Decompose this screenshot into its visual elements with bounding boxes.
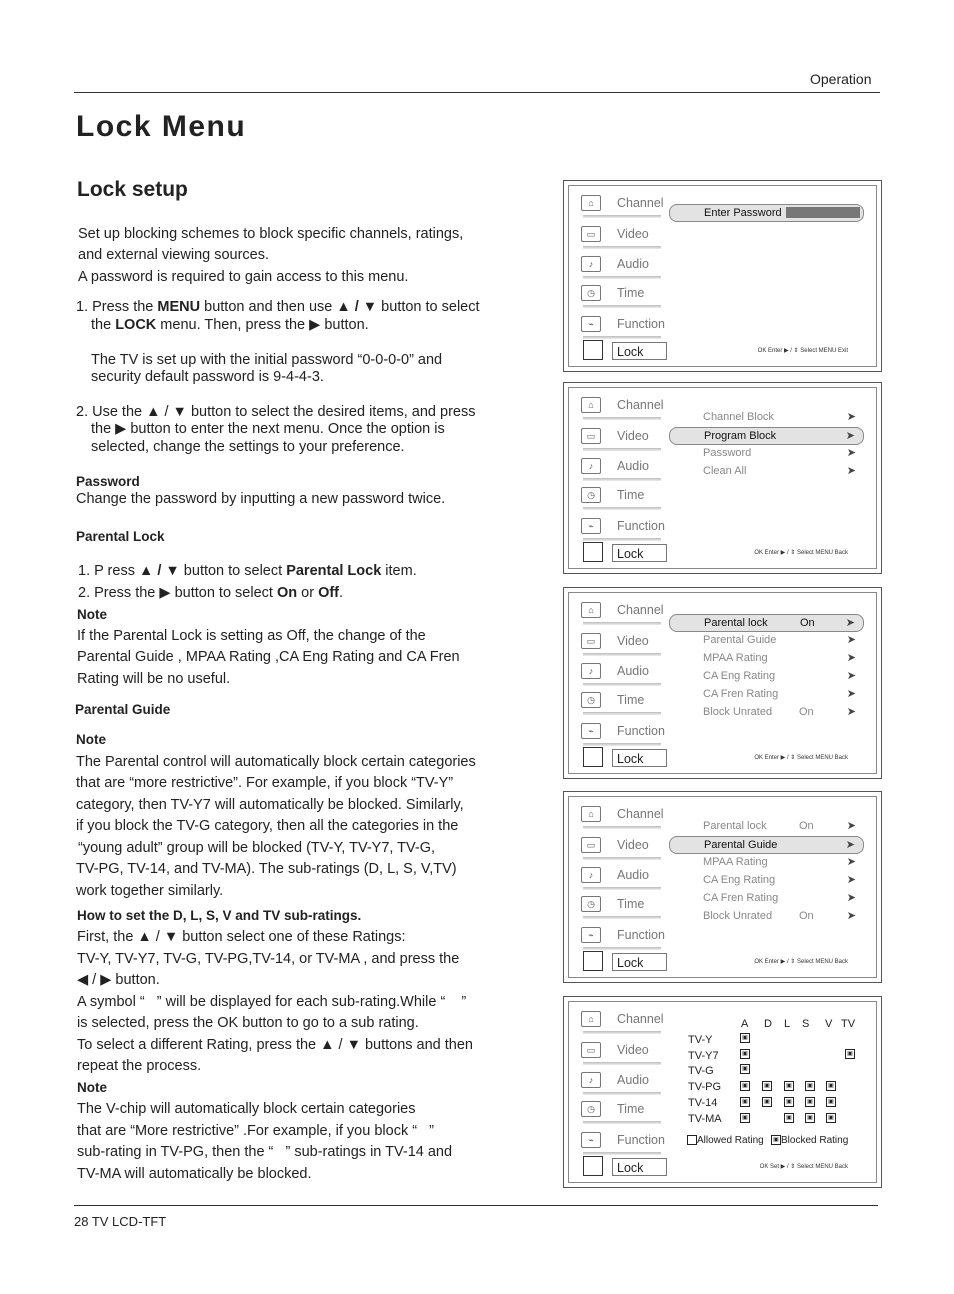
lock-checkbox[interactable]: ▣ — [826, 1097, 836, 1107]
video-icon: ▭ — [581, 837, 601, 853]
lock-checkbox[interactable]: ▣ — [826, 1113, 836, 1123]
lock-checkbox[interactable]: ▣ — [805, 1081, 815, 1091]
screen-enter-password — [563, 180, 882, 372]
lock-checkbox[interactable]: ▣ — [826, 1081, 836, 1091]
lock-checkbox[interactable]: ▣ — [740, 1081, 750, 1091]
sidebar-item-video: ▭ Video — [575, 423, 661, 451]
footer-rule — [74, 1205, 878, 1206]
blocked-legend-label: Blocked Rating — [781, 1135, 849, 1146]
audio-icon: ♪ — [581, 867, 601, 883]
header-rule — [74, 92, 880, 93]
audio-icon: ♪ — [581, 1072, 601, 1088]
sidebar-item-lock: Lock — [612, 953, 667, 971]
screen-parental-lock — [563, 587, 882, 779]
video-icon: ▭ — [581, 226, 601, 242]
lock-checkbox[interactable]: ▣ — [740, 1049, 750, 1059]
how-line-4: A symbol “ ” will be displayed for each sub-rating.While “ ” — [77, 994, 467, 1010]
arrow-right-icon: ➤ — [845, 430, 855, 442]
menu-row-parental-guide: Parental Guide ➤ — [669, 836, 864, 854]
sidebar-item-time: ◷ Time — [575, 891, 661, 919]
initpw-line-2: security default password is 9-4-4-3. — [91, 369, 324, 385]
pg-line-4: if you block the TV-G category, then all the categories in the — [76, 818, 459, 834]
allowed-legend-box — [687, 1135, 697, 1145]
parental-lock-step2: 2. Press the ▶ button to select On or Off. — [78, 585, 344, 601]
screen-footer: OK Enter ▶ / ⇕ Select MENU Back — [754, 959, 848, 965]
initpw-line-1: The TV is set up with the initial password “0-0-0-0” and — [91, 352, 443, 368]
password-entry-field — [786, 207, 860, 218]
how-heading: How to set the D, L, S, V and TV sub-ratings. — [77, 908, 362, 923]
step2-line-1: 2. Use the ▲ / ▼ button to select the desired items, and press — [76, 404, 476, 420]
col-header-d: D — [764, 1018, 772, 1030]
sidebar-item-audio: ♪ Audio — [575, 251, 661, 279]
sidebar-item-time: ◷ Time — [575, 482, 661, 510]
channel-icon: ⌂ — [581, 195, 601, 211]
menu-row-channel-block: Channel Block ➤ — [703, 411, 856, 423]
screen-footer: OK Enter ▶ / ⇕ Select MENU Back — [754, 755, 848, 761]
sidebar-item-time: ◷ Time — [575, 687, 661, 715]
page-title: Lock Menu — [76, 110, 247, 143]
how-line-5: is selected, press the OK button to go to a sub rating. — [77, 1015, 419, 1031]
arrow-right-icon: ➤ — [846, 820, 856, 832]
menu-row-ca-eng-rating: CA Eng Rating ➤ — [703, 670, 856, 682]
sidebar-item-audio: ♪ Audio — [575, 862, 661, 890]
parental-lock-note-2: Parental Guide , MPAA Rating ,CA Eng Rating and CA Fren — [77, 649, 460, 665]
channel-icon: ⌂ — [581, 602, 601, 618]
arrow-right-icon: ➤ — [846, 856, 856, 868]
intro-line-1: Set up blocking schemes to block specific channels, ratings, — [78, 226, 464, 242]
step1-line-1: 1. Press the MENU button and then use ▲ / ▼ button to select — [76, 299, 480, 315]
col-header-tv: TV — [841, 1018, 856, 1030]
clock-icon: ◷ — [581, 896, 601, 912]
sidebar-item-audio: ♪ Audio — [575, 453, 661, 481]
how-line-7: repeat the process. — [77, 1058, 202, 1074]
lock-checkbox[interactable]: ▣ — [762, 1097, 772, 1107]
menu-row-clean-all: Clean All ➤ — [703, 465, 856, 477]
col-header-s: S — [802, 1018, 810, 1030]
lock-icon — [583, 542, 603, 562]
menu-row-mpaa-rating: MPAA Rating ➤ — [703, 856, 856, 868]
sidebar-item-audio: ♪ Audio — [575, 1067, 661, 1095]
sidebar-item-function: ⌁ Function — [575, 1127, 661, 1155]
step1-line-2: the LOCK menu. Then, press the ▶ button. — [91, 317, 369, 333]
arrow-right-icon: ➤ — [846, 910, 856, 922]
lock-icon — [583, 340, 603, 360]
screen-footer: OK Set ▶ / ⇕ Select MENU Back — [759, 1164, 848, 1170]
lock-checkbox[interactable]: ▣ — [740, 1033, 750, 1043]
menu-row-parental-lock: Parental lock On ➤ — [669, 614, 864, 632]
screen-lock-menu — [563, 382, 882, 574]
rating-label-tv-y: TV-Y — [688, 1034, 713, 1046]
lock-icon — [583, 1156, 603, 1176]
sidebar-item-video: ▭ Video — [575, 221, 661, 249]
clock-icon: ◷ — [581, 692, 601, 708]
menu-row-block-unrated: Block Unrated On ➤ — [703, 706, 856, 718]
screen-rating-grid — [563, 996, 882, 1188]
parental-lock-note-3: Rating will be no useful. — [77, 671, 231, 687]
lock-checkbox[interactable]: ▣ — [805, 1113, 815, 1123]
parental-guide-heading: Parental Guide — [75, 702, 171, 717]
sidebar-item-channel: ⌂ Channel — [575, 597, 661, 625]
sidebar-item-audio: ♪ Audio — [575, 658, 661, 686]
parental-lock-heading: Parental Lock — [76, 529, 165, 544]
sidebar-item-channel: ⌂ Channel — [575, 1006, 661, 1034]
menu-row-program-block: Program Block ➤ — [669, 427, 864, 445]
arrow-right-icon: ➤ — [846, 670, 856, 682]
col-header-a: A — [741, 1018, 749, 1030]
clock-icon: ◷ — [581, 1101, 601, 1117]
arrow-right-icon: ➤ — [845, 839, 855, 851]
menu-row-ca-fren-rating: CA Fren Rating ➤ — [703, 892, 856, 904]
pg-line-2: that are “more restrictive”. For example, if you block “TV-Y” — [76, 775, 454, 791]
intro-line-3: A password is required to gain access to this menu. — [78, 269, 409, 285]
how-line-3: ◀ / ▶ button. — [77, 972, 160, 988]
rating-label-tv-pg: TV-PG — [688, 1081, 722, 1093]
how-line-6: To select a different Rating, press the ▲ / ▼ buttons and then — [77, 1037, 473, 1053]
screen-footer: OK Enter ▶ / ⇕ Select MENU Exit — [757, 348, 848, 354]
menu-row-enter-password: Enter Password — [669, 204, 864, 222]
function-icon: ⌁ — [581, 723, 601, 739]
arrow-right-icon: ➤ — [846, 874, 856, 886]
note2-heading: Note — [77, 1080, 107, 1095]
sidebar-item-video: ▭ Video — [575, 832, 661, 860]
sidebar-item-lock: Lock — [612, 544, 667, 562]
parental-lock-step1: 1. P ress ▲ / ▼ button to select Parental Lock item. — [78, 563, 417, 579]
col-header-v: V — [825, 1018, 833, 1030]
blocked-legend-box: ▣ — [771, 1135, 781, 1145]
subtitle: Lock setup — [77, 178, 188, 201]
section-label: Operation — [810, 71, 872, 87]
arrow-right-icon: ➤ — [846, 411, 856, 423]
clock-icon: ◷ — [581, 487, 601, 503]
lock-icon — [583, 951, 603, 971]
sidebar-item-video: ▭ Video — [575, 628, 661, 656]
page-footer: 28 TV LCD-TFT — [74, 1214, 167, 1229]
lock-checkbox[interactable]: ▣ — [740, 1097, 750, 1107]
lock-checkbox[interactable]: ▣ — [845, 1049, 855, 1059]
sidebar-item-lock: Lock — [612, 342, 667, 360]
rating-label-tv-g: TV-G — [688, 1065, 714, 1077]
sidebar-item-time: ◷ Time — [575, 280, 661, 308]
sidebar-item-lock: Lock — [612, 749, 667, 767]
function-icon: ⌁ — [581, 1132, 601, 1148]
function-icon: ⌁ — [581, 316, 601, 332]
rating-label-tv-ma: TV-MA — [688, 1113, 722, 1125]
audio-icon: ♪ — [581, 458, 601, 474]
video-icon: ▭ — [581, 1042, 601, 1058]
menu-row-ca-fren-rating: CA Fren Rating ➤ — [703, 688, 856, 700]
sidebar-item-channel: ⌂ Channel — [575, 190, 661, 218]
sidebar-item-function: ⌁ Function — [575, 311, 661, 339]
pg-line-5: “young adult” group will be blocked (TV-Y, TV-Y7, TV-G, — [78, 840, 436, 856]
sidebar-item-channel: ⌂ Channel — [575, 801, 661, 829]
lock-checkbox[interactable]: ▣ — [784, 1113, 794, 1123]
step2-line-2: the ▶ button to enter the next menu. Once the option is — [91, 421, 445, 437]
note2-line-4: TV-MA will automatically be blocked. — [77, 1166, 312, 1182]
function-icon: ⌁ — [581, 927, 601, 943]
arrow-right-icon: ➤ — [846, 447, 856, 459]
video-icon: ▭ — [581, 428, 601, 444]
arrow-right-icon: ➤ — [846, 465, 856, 477]
password-text: Change the password by inputting a new password twice. — [76, 491, 446, 507]
how-line-1: First, the ▲ / ▼ button select one of these Ratings: — [77, 929, 406, 945]
channel-icon: ⌂ — [581, 806, 601, 822]
lock-checkbox[interactable]: ▣ — [762, 1081, 772, 1091]
clock-icon: ◷ — [581, 285, 601, 301]
arrow-right-icon: ➤ — [846, 652, 856, 664]
menu-row-parental-lock: Parental lock On ➤ — [703, 820, 856, 832]
password-heading: Password — [76, 474, 140, 489]
sidebar-item-channel: ⌂ Channel — [575, 392, 661, 420]
sidebar-item-function: ⌁ Function — [575, 922, 661, 950]
function-icon: ⌁ — [581, 518, 601, 534]
arrow-right-icon: ➤ — [846, 688, 856, 700]
col-header-l: L — [784, 1018, 791, 1030]
menu-row-block-unrated: Block Unrated On ➤ — [703, 910, 856, 922]
channel-icon: ⌂ — [581, 1011, 601, 1027]
menu-row-parental-guide: Parental Guide ➤ — [703, 634, 856, 646]
intro-line-2: and external viewing sources. — [78, 247, 270, 263]
arrow-right-icon: ➤ — [846, 634, 856, 646]
pg-line-1: The Parental control will automatically block certain categories — [76, 754, 476, 770]
note2-line-2: that are “More restrictive” .For example, if you block “ ” — [77, 1123, 434, 1139]
step2-line-3: selected, change the settings to your preference. — [91, 439, 405, 455]
channel-icon: ⌂ — [581, 397, 601, 413]
menu-row-ca-eng-rating: CA Eng Rating ➤ — [703, 874, 856, 886]
rating-label-tv-y7: TV-Y7 — [688, 1050, 719, 1062]
parental-lock-note-1: If the Parental Lock is setting as Off, the change of the — [77, 628, 426, 644]
lock-checkbox[interactable]: ▣ — [740, 1064, 750, 1074]
arrow-right-icon: ➤ — [846, 892, 856, 904]
sidebar-item-time: ◷ Time — [575, 1096, 661, 1124]
arrow-right-icon: ➤ — [846, 706, 856, 718]
sidebar-item-lock: Lock — [612, 1158, 667, 1176]
sidebar-item-video: ▭ Video — [575, 1037, 661, 1065]
lock-checkbox[interactable]: ▣ — [784, 1081, 794, 1091]
pg-line-3: category, then TV-Y7 will automatically be blocked. Similarly, — [76, 797, 464, 813]
pg-line-6: TV-PG, TV-14, and TV-MA). The sub-ratings (D, L, S, V,TV) — [76, 861, 457, 877]
note2-line-1: The V-chip will automatically block certain categories — [77, 1101, 416, 1117]
menu-row-mpaa-rating: MPAA Rating ➤ — [703, 652, 856, 664]
lock-checkbox[interactable]: ▣ — [740, 1113, 750, 1123]
allowed-legend-label: Allowed Rating — [697, 1135, 764, 1146]
audio-icon: ♪ — [581, 663, 601, 679]
lock-checkbox[interactable]: ▣ — [805, 1097, 815, 1107]
pg-line-7: work together similarly. — [76, 883, 224, 899]
lock-icon — [583, 747, 603, 767]
screen-footer: OK Enter ▶ / ⇕ Select MENU Back — [754, 550, 848, 556]
arrow-right-icon: ➤ — [845, 617, 855, 629]
parental-guide-note: Note — [76, 732, 106, 747]
lock-checkbox[interactable]: ▣ — [784, 1097, 794, 1107]
menu-row-password: Password ➤ — [703, 447, 856, 459]
parental-lock-note: Note — [77, 607, 107, 622]
sidebar-item-function: ⌁ Function — [575, 718, 661, 746]
sidebar-item-function: ⌁ Function — [575, 513, 661, 541]
note2-line-3: sub-rating in TV-PG, then the “ ” sub-ratings in TV-14 and — [77, 1144, 453, 1160]
video-icon: ▭ — [581, 633, 601, 649]
screen-parental-guide — [563, 791, 882, 983]
audio-icon: ♪ — [581, 256, 601, 272]
rating-label-tv-14: TV-14 — [688, 1097, 718, 1109]
how-line-2: TV-Y, TV-Y7, TV-G, TV-PG,TV-14, or TV-MA , and press the — [77, 951, 460, 967]
